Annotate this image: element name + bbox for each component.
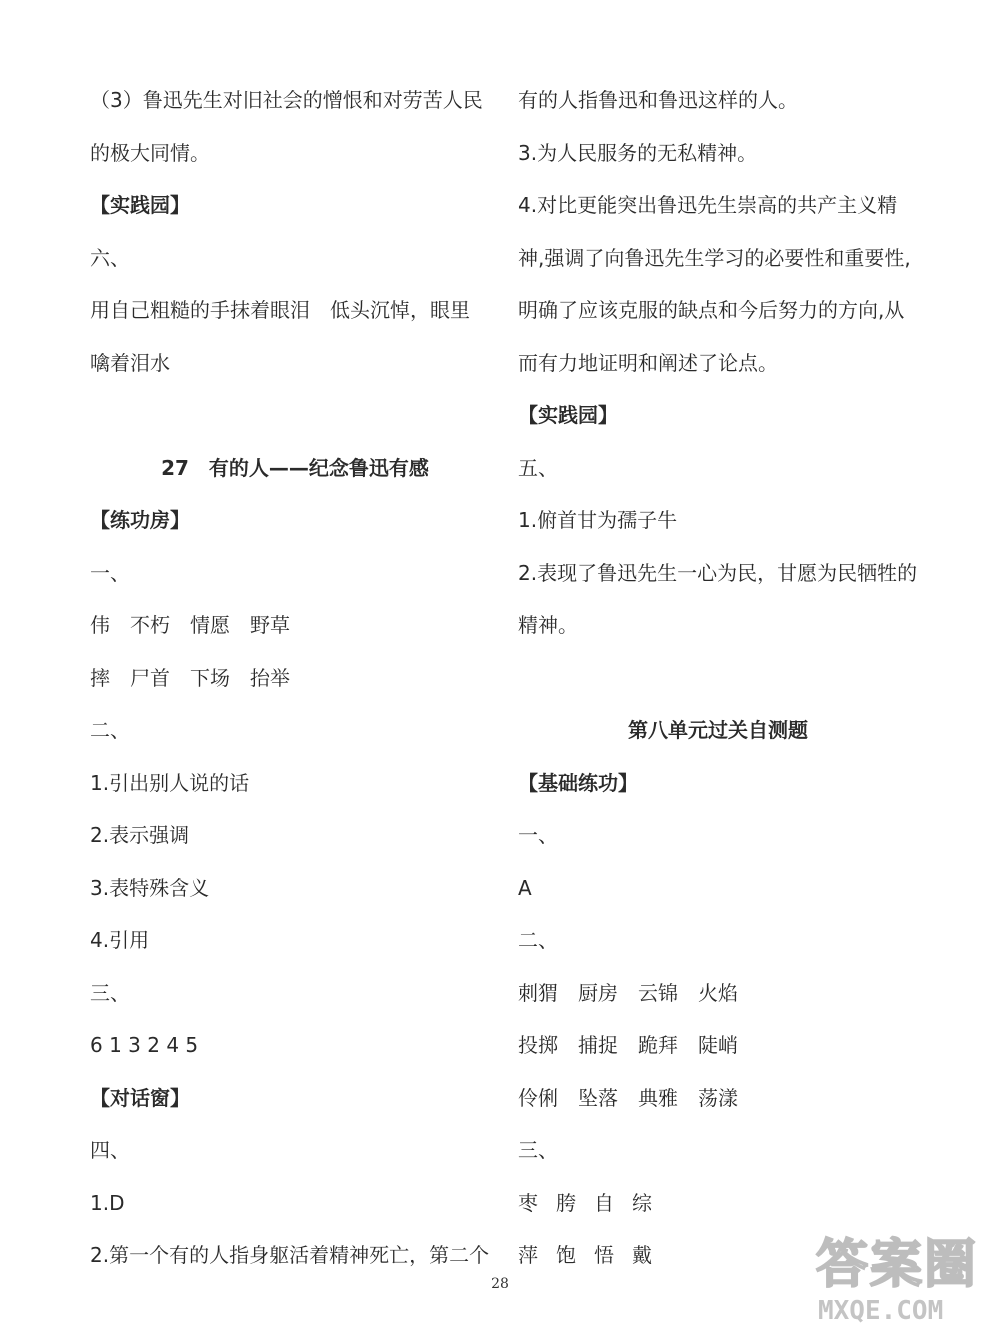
question-number: 二、 <box>90 718 130 742</box>
char: 枣 <box>518 1190 538 1215</box>
word: 坠落 <box>578 1085 618 1110</box>
word: 捕捉 <box>578 1033 618 1057</box>
answer-sequence: 6 1 3 2 4 5 <box>90 1033 199 1057</box>
text-line: 精神。 <box>518 613 578 637</box>
word: 尸首 <box>130 665 170 690</box>
text-line: （3）鲁迅先生对旧社会的憎恨和对劳苦人民 <box>90 88 483 112</box>
text-line: 而有力地证明和阐述了论点。 <box>518 350 778 375</box>
answer-item: 3.为人民服务的无私精神。 <box>518 140 758 165</box>
answer-item: 2.第一个有的人指身躯活着精神死亡，第二个 <box>90 1243 490 1267</box>
section-heading: 【实践园】 <box>518 403 618 427</box>
answer-item: 1.D <box>90 1190 125 1215</box>
word: 伟 <box>90 613 110 637</box>
text-line: 神,强调了向鲁迅先生学习的必要性和重要性, <box>518 245 911 270</box>
unit-title: 第八单元过关自测题 <box>628 718 808 742</box>
blank-line <box>518 652 918 705</box>
question-number: 二、 <box>518 928 558 952</box>
word-row <box>518 1019 918 1072</box>
page-number: 28 <box>491 1276 509 1292</box>
right-column <box>518 74 918 1282</box>
section-heading: 【练功房】 <box>90 508 190 532</box>
answer-item: 3.表特殊含义 <box>90 875 210 900</box>
text-line: 噙着泪水 <box>90 350 170 375</box>
char: 综 <box>632 1190 652 1215</box>
word: 抬举 <box>250 665 290 690</box>
question-number: 三、 <box>90 980 130 1005</box>
watermark-logo-text: 答案圈 <box>816 1235 979 1295</box>
answer-item: 2.表示强调 <box>90 823 190 847</box>
word: 典雅 <box>638 1085 678 1110</box>
section-heading: 【对话窗】 <box>90 1085 190 1110</box>
site-watermark <box>806 1222 996 1332</box>
word: 陡峭 <box>698 1033 738 1057</box>
text-line: 的极大同情。 <box>90 140 210 165</box>
text-line: 明确了应该克服的缺点和今后努力的方向,从 <box>518 298 905 322</box>
answer-item: 1.俯首甘为孺子牛 <box>518 508 678 532</box>
char: 自 <box>594 1190 614 1215</box>
word: 摔 <box>90 665 110 690</box>
word: 投掷 <box>518 1033 558 1057</box>
char: 戴 <box>632 1243 652 1267</box>
answer-item: 2.表现了鲁迅先生一心为民，甘愿为民牺牲的 <box>518 560 918 585</box>
answer-item: 1.引出别人说的话 <box>90 770 250 795</box>
answer-item: 4.引用 <box>90 928 150 952</box>
word-row <box>518 1072 918 1125</box>
word: 火焰 <box>698 980 738 1005</box>
question-number: 四、 <box>90 1138 130 1162</box>
word-row <box>518 967 918 1020</box>
word: 情愿 <box>190 613 230 637</box>
char: 饱 <box>556 1243 576 1267</box>
question-number: 一、 <box>90 560 130 585</box>
section-heading: 【基础练功】 <box>518 770 638 795</box>
question-number: 一、 <box>518 823 558 847</box>
word: 下场 <box>190 665 230 690</box>
blank-line <box>90 389 490 442</box>
lesson-title: 27 有的人——纪念鲁迅有感 <box>161 455 429 480</box>
word: 跪拜 <box>638 1033 678 1057</box>
word: 不朽 <box>130 613 170 637</box>
word: 云锦 <box>638 980 678 1005</box>
watermark-url: MXQE.COM <box>818 1296 944 1326</box>
question-number: 三、 <box>518 1138 558 1162</box>
word: 刺猬 <box>518 980 558 1005</box>
char: 悟 <box>594 1243 614 1267</box>
answer-item: 4.对比更能突出鲁迅先生崇高的共产主义精 <box>518 193 898 217</box>
question-number: 六、 <box>90 245 130 270</box>
char: 胯 <box>556 1190 576 1215</box>
section-heading: 【实践园】 <box>90 193 190 217</box>
text-line: 用自己粗糙的手抹着眼泪 低头沉悼，眼里 <box>90 298 470 322</box>
word: 厨房 <box>578 980 618 1005</box>
left-column <box>90 74 490 1282</box>
question-number: 五、 <box>518 455 558 480</box>
answer-item: A <box>518 875 532 900</box>
word-row <box>90 599 490 652</box>
word: 荡漾 <box>698 1085 738 1110</box>
char: 萍 <box>518 1243 538 1267</box>
word-row <box>90 652 490 705</box>
text-line: 有的人指鲁迅和鲁迅这样的人。 <box>518 88 798 112</box>
word: 野草 <box>250 613 290 637</box>
word: 伶俐 <box>518 1085 558 1110</box>
